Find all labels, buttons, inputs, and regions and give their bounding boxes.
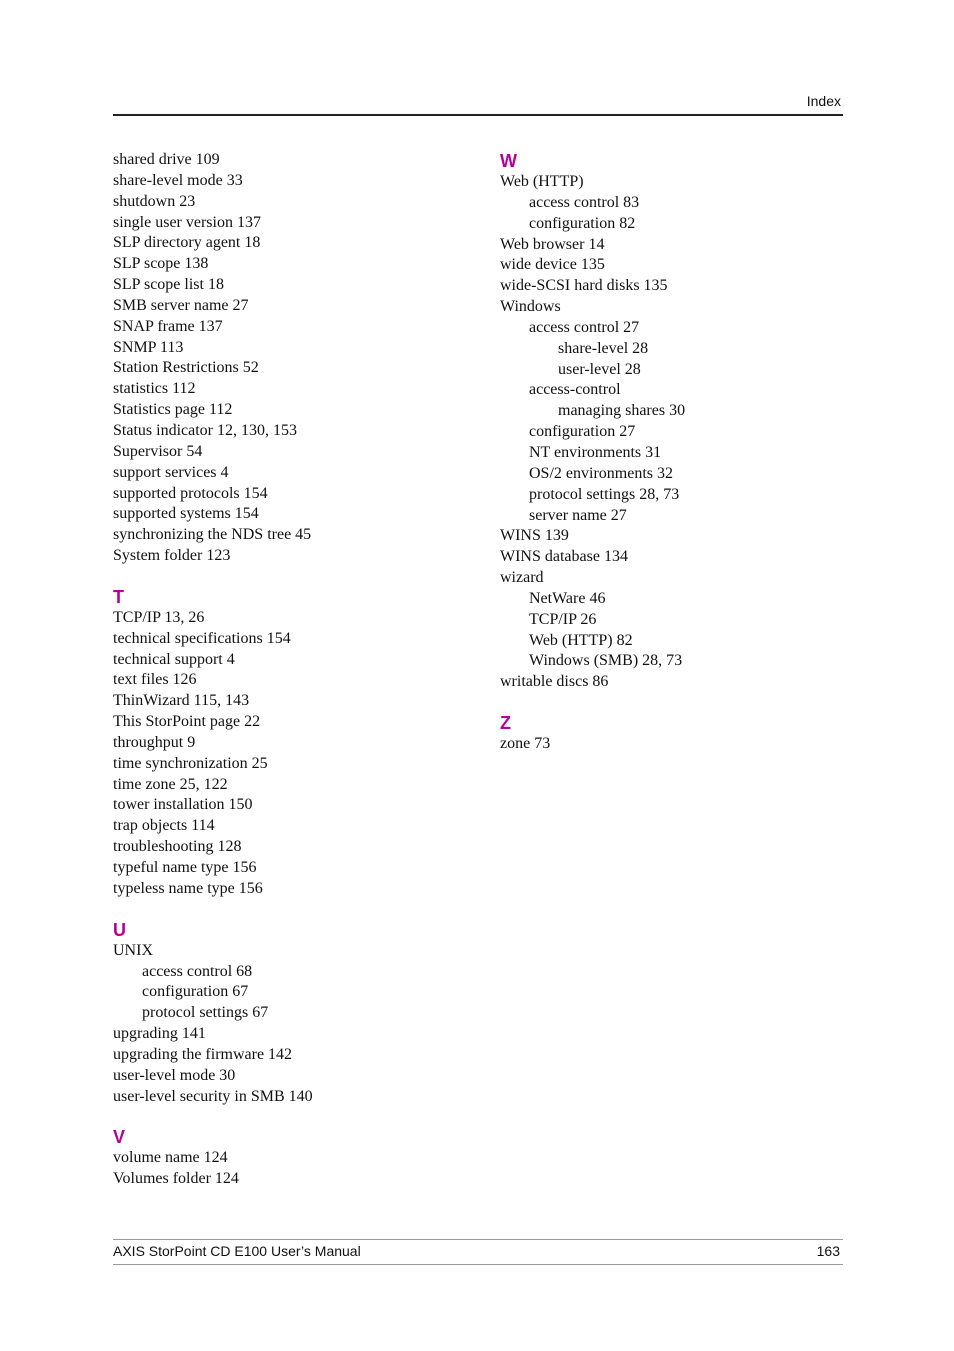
index-entry: SLP scope list 18 (113, 276, 224, 294)
index-subentry: managing shares 30 (558, 402, 686, 420)
index-letter-heading: T (113, 586, 124, 607)
page-footer (113, 1239, 843, 1265)
page-number: 163 (816, 1243, 840, 1259)
index-subentry: OS/2 environments 32 (529, 464, 673, 482)
index-subentry: configuration 82 (529, 214, 636, 232)
header-title: Index (806, 93, 841, 109)
index-entry: tower installation 150 (113, 796, 253, 814)
index-entry: throughput 9 (113, 733, 196, 751)
index-entry: shared drive 109 (113, 151, 220, 168)
index-entry: WINS 139 (500, 527, 569, 545)
index-entry: time synchronization 25 (113, 754, 268, 772)
index-entry: System folder 123 (113, 547, 231, 565)
index-entry: SNMP 113 (113, 338, 184, 356)
index-subentry: access control 83 (529, 193, 640, 211)
index-entry: SNAP frame 137 (113, 317, 223, 335)
index-entry: technical specifications 154 (113, 629, 291, 647)
footer-manual-title: AXIS StorPoint CD E100 User’s Manual (113, 1243, 361, 1259)
index-entry: Volumes folder 124 (113, 1170, 239, 1188)
index-entry: trap objects 114 (113, 817, 215, 835)
index-entry: user-level mode 30 (113, 1066, 236, 1084)
index-subentry: NT environments 31 (529, 443, 662, 461)
index-entry: shutdown 23 (113, 192, 196, 210)
index-entry: upgrading 141 (113, 1025, 206, 1043)
index-entry: Statistics page 112 (113, 401, 233, 419)
index-entry: TCP/IP 13, 26 (113, 608, 205, 626)
index-entry: statistics 112 (113, 380, 196, 398)
index-entry: text files 126 (113, 671, 197, 689)
index-entry: single user version 137 (113, 213, 261, 231)
index-subentry: share-level 28 (558, 339, 649, 357)
index-column-right (500, 150, 685, 755)
index-entry: typeful name type 156 (113, 859, 257, 876)
section-gap (113, 1107, 313, 1126)
index-entry: technical support 4 (113, 650, 235, 668)
section-gap (500, 693, 685, 712)
index-entry: supported protocols 154 (113, 484, 268, 502)
index-subentry: TCP/IP 26 (529, 610, 597, 628)
index-entry: user-level security in SMB 140 (113, 1087, 313, 1105)
section-gap (113, 900, 313, 919)
index-entry: ThinWizard 115, 143 (113, 692, 250, 710)
index-subentry: access control 27 (529, 318, 640, 336)
index-entry: This StorPoint page 22 (113, 713, 261, 731)
index-entry: wide device 135 (500, 256, 605, 274)
index-entry: synchronizing the NDS tree 45 (113, 526, 312, 544)
index-entry: SMB server name 27 (113, 296, 249, 314)
index-subentry: server name 27 (529, 506, 627, 524)
index-entry: WINS database 134 (500, 548, 628, 566)
index-subentry: Windows (SMB) 28, 73 (529, 652, 683, 670)
index-letter-heading: W (500, 151, 517, 171)
index-entry: troubleshooting 128 (113, 838, 242, 856)
index-letter-heading: U (113, 919, 126, 940)
index-subentry: NetWare 46 (529, 589, 606, 607)
index-subentry: access-control (529, 381, 621, 399)
index-entry: Web browser 14 (500, 235, 605, 253)
index-column-left (113, 150, 313, 1190)
index-letter-heading: V (113, 1127, 126, 1148)
index-entry: typeless name type 156 (113, 879, 263, 897)
index-entry: Web (HTTP) (500, 173, 584, 190)
index-entry: SLP directory agent 18 (113, 234, 261, 252)
index-entry: SLP scope 138 (113, 255, 209, 273)
index-entry: zone 73 (500, 735, 551, 753)
index-letter-heading: Z (500, 713, 511, 734)
index-entry: UNIX (113, 941, 153, 959)
index-entry: writable discs 86 (500, 673, 609, 691)
section-gap (113, 567, 313, 586)
index-subentry: user-level 28 (558, 360, 641, 378)
index-subentry: Web (HTTP) 82 (529, 631, 633, 649)
index-entry: volume name 124 (113, 1149, 228, 1167)
index-entry: Station Restrictions 52 (113, 359, 259, 377)
index-entry: wide-SCSI hard disks 135 (500, 277, 668, 295)
index-subentry: access control 68 (142, 962, 253, 980)
index-subentry: configuration 67 (142, 983, 249, 1001)
index-entry: time zone 25, 122 (113, 775, 228, 793)
index-entry: supported systems 154 (113, 505, 259, 523)
index-subentry: configuration 27 (529, 423, 636, 441)
index-entry: support services 4 (113, 463, 229, 481)
index-entry: wizard (500, 569, 544, 587)
index-subentry: protocol settings 67 (142, 1004, 269, 1022)
index-entry: upgrading the firmware 142 (113, 1045, 293, 1063)
index-entry: Status indicator 12, 130, 153 (113, 421, 297, 439)
page-header (113, 92, 843, 116)
index-subentry: protocol settings 28, 73 (529, 485, 680, 503)
index-entry: share-level mode 33 (113, 171, 243, 189)
index-entry: Windows (500, 298, 561, 316)
index-entry: Supervisor 54 (113, 442, 203, 460)
